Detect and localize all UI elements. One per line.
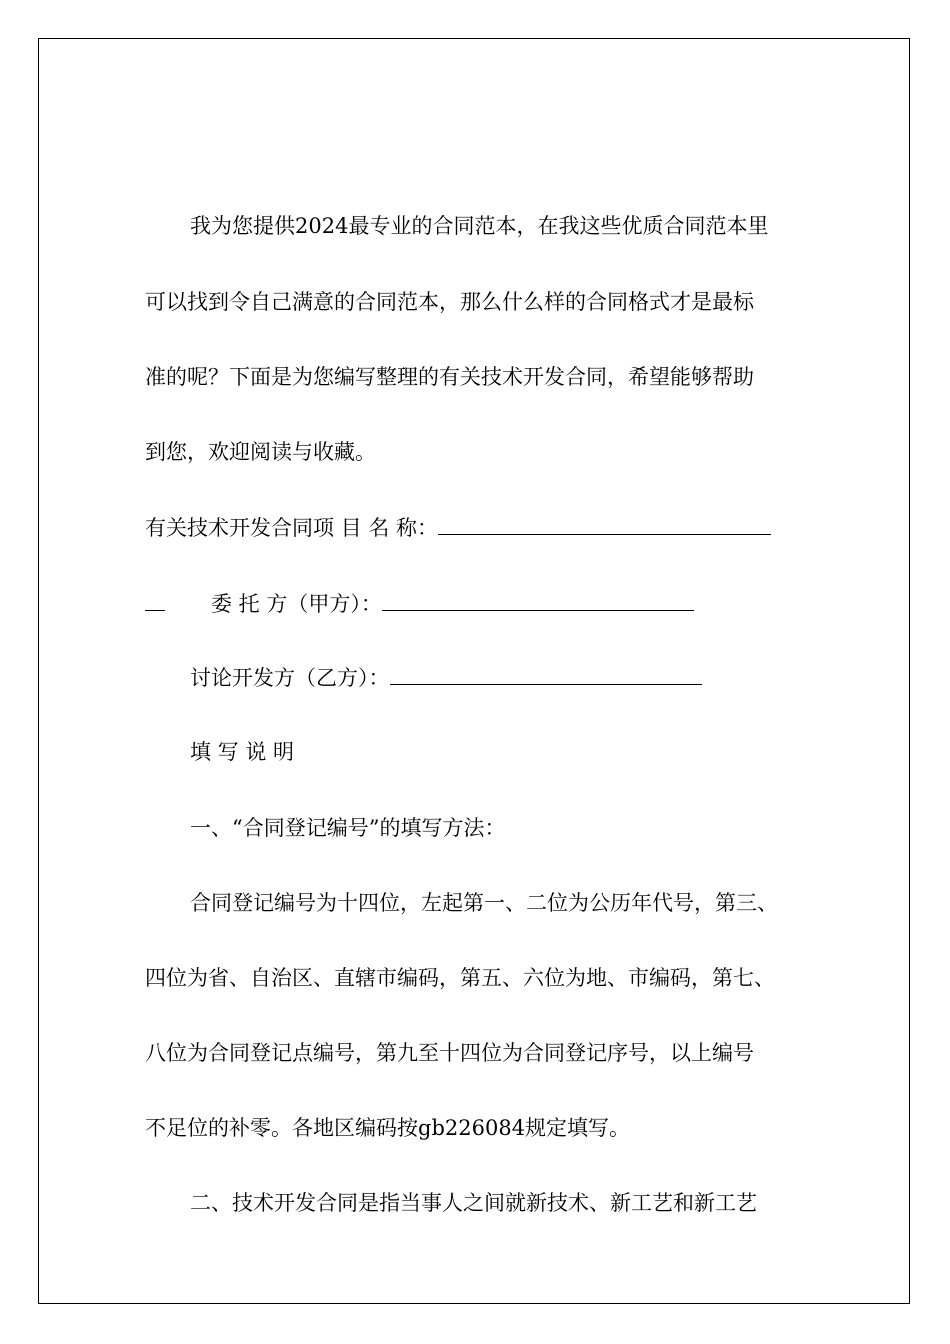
project-name-blank[interactable] — [438, 512, 771, 535]
instruction-1-line-4: 不足位的补零。各地区编码按gb226084规定填写。 — [145, 1116, 631, 1140]
intro-line-4: 到您，欢迎阅读与收藏。 — [145, 440, 376, 464]
project-name-row — [145, 512, 771, 543]
project-name-label: 项 目 名 称： — [313, 516, 439, 540]
instruction-1-title: 一、“合同登记编号”的填写方法： — [190, 816, 506, 840]
client-blank[interactable] — [382, 588, 694, 611]
instruction-1-line-1: 合同登记编号为十四位，左起第一、二位为公历年代号，第三、 — [190, 891, 778, 915]
intro-line-2: 可以找到令自己满意的合同范本，那么什么样的合同格式才是最标 — [145, 290, 754, 314]
instructions-heading: 填 写 说 明 — [190, 740, 295, 764]
instruction-1-line-3: 八位为合同登记点编号，第九至十四位为合同登记序号，以上编号 — [145, 1041, 754, 1065]
developer-label: 讨论开发方（乙方）： — [190, 666, 390, 690]
developer-row — [190, 662, 702, 693]
developer-blank[interactable] — [390, 662, 702, 685]
project-name-blank-continuation[interactable] — [145, 588, 165, 611]
instruction-1-line-2: 四位为省、自治区、直辖市编码，第五、六位为地、市编码，第七、 — [145, 966, 775, 990]
intro-line-3: 准的呢？下面是为您编写整理的有关技术开发合同，希望能够帮助 — [145, 365, 754, 389]
client-label: 委 托 方（甲方）： — [211, 592, 382, 616]
intro-line-1: 我为您提供2024最专业的合同范本，在我这些优质合同范本里 — [190, 214, 769, 238]
client-row — [145, 588, 694, 619]
instruction-2-line-1: 二、技术开发合同是指当事人之间就新技术、新工艺和新工艺 — [190, 1191, 757, 1215]
project-label-prefix: 有关技术开发合同 — [145, 516, 313, 540]
